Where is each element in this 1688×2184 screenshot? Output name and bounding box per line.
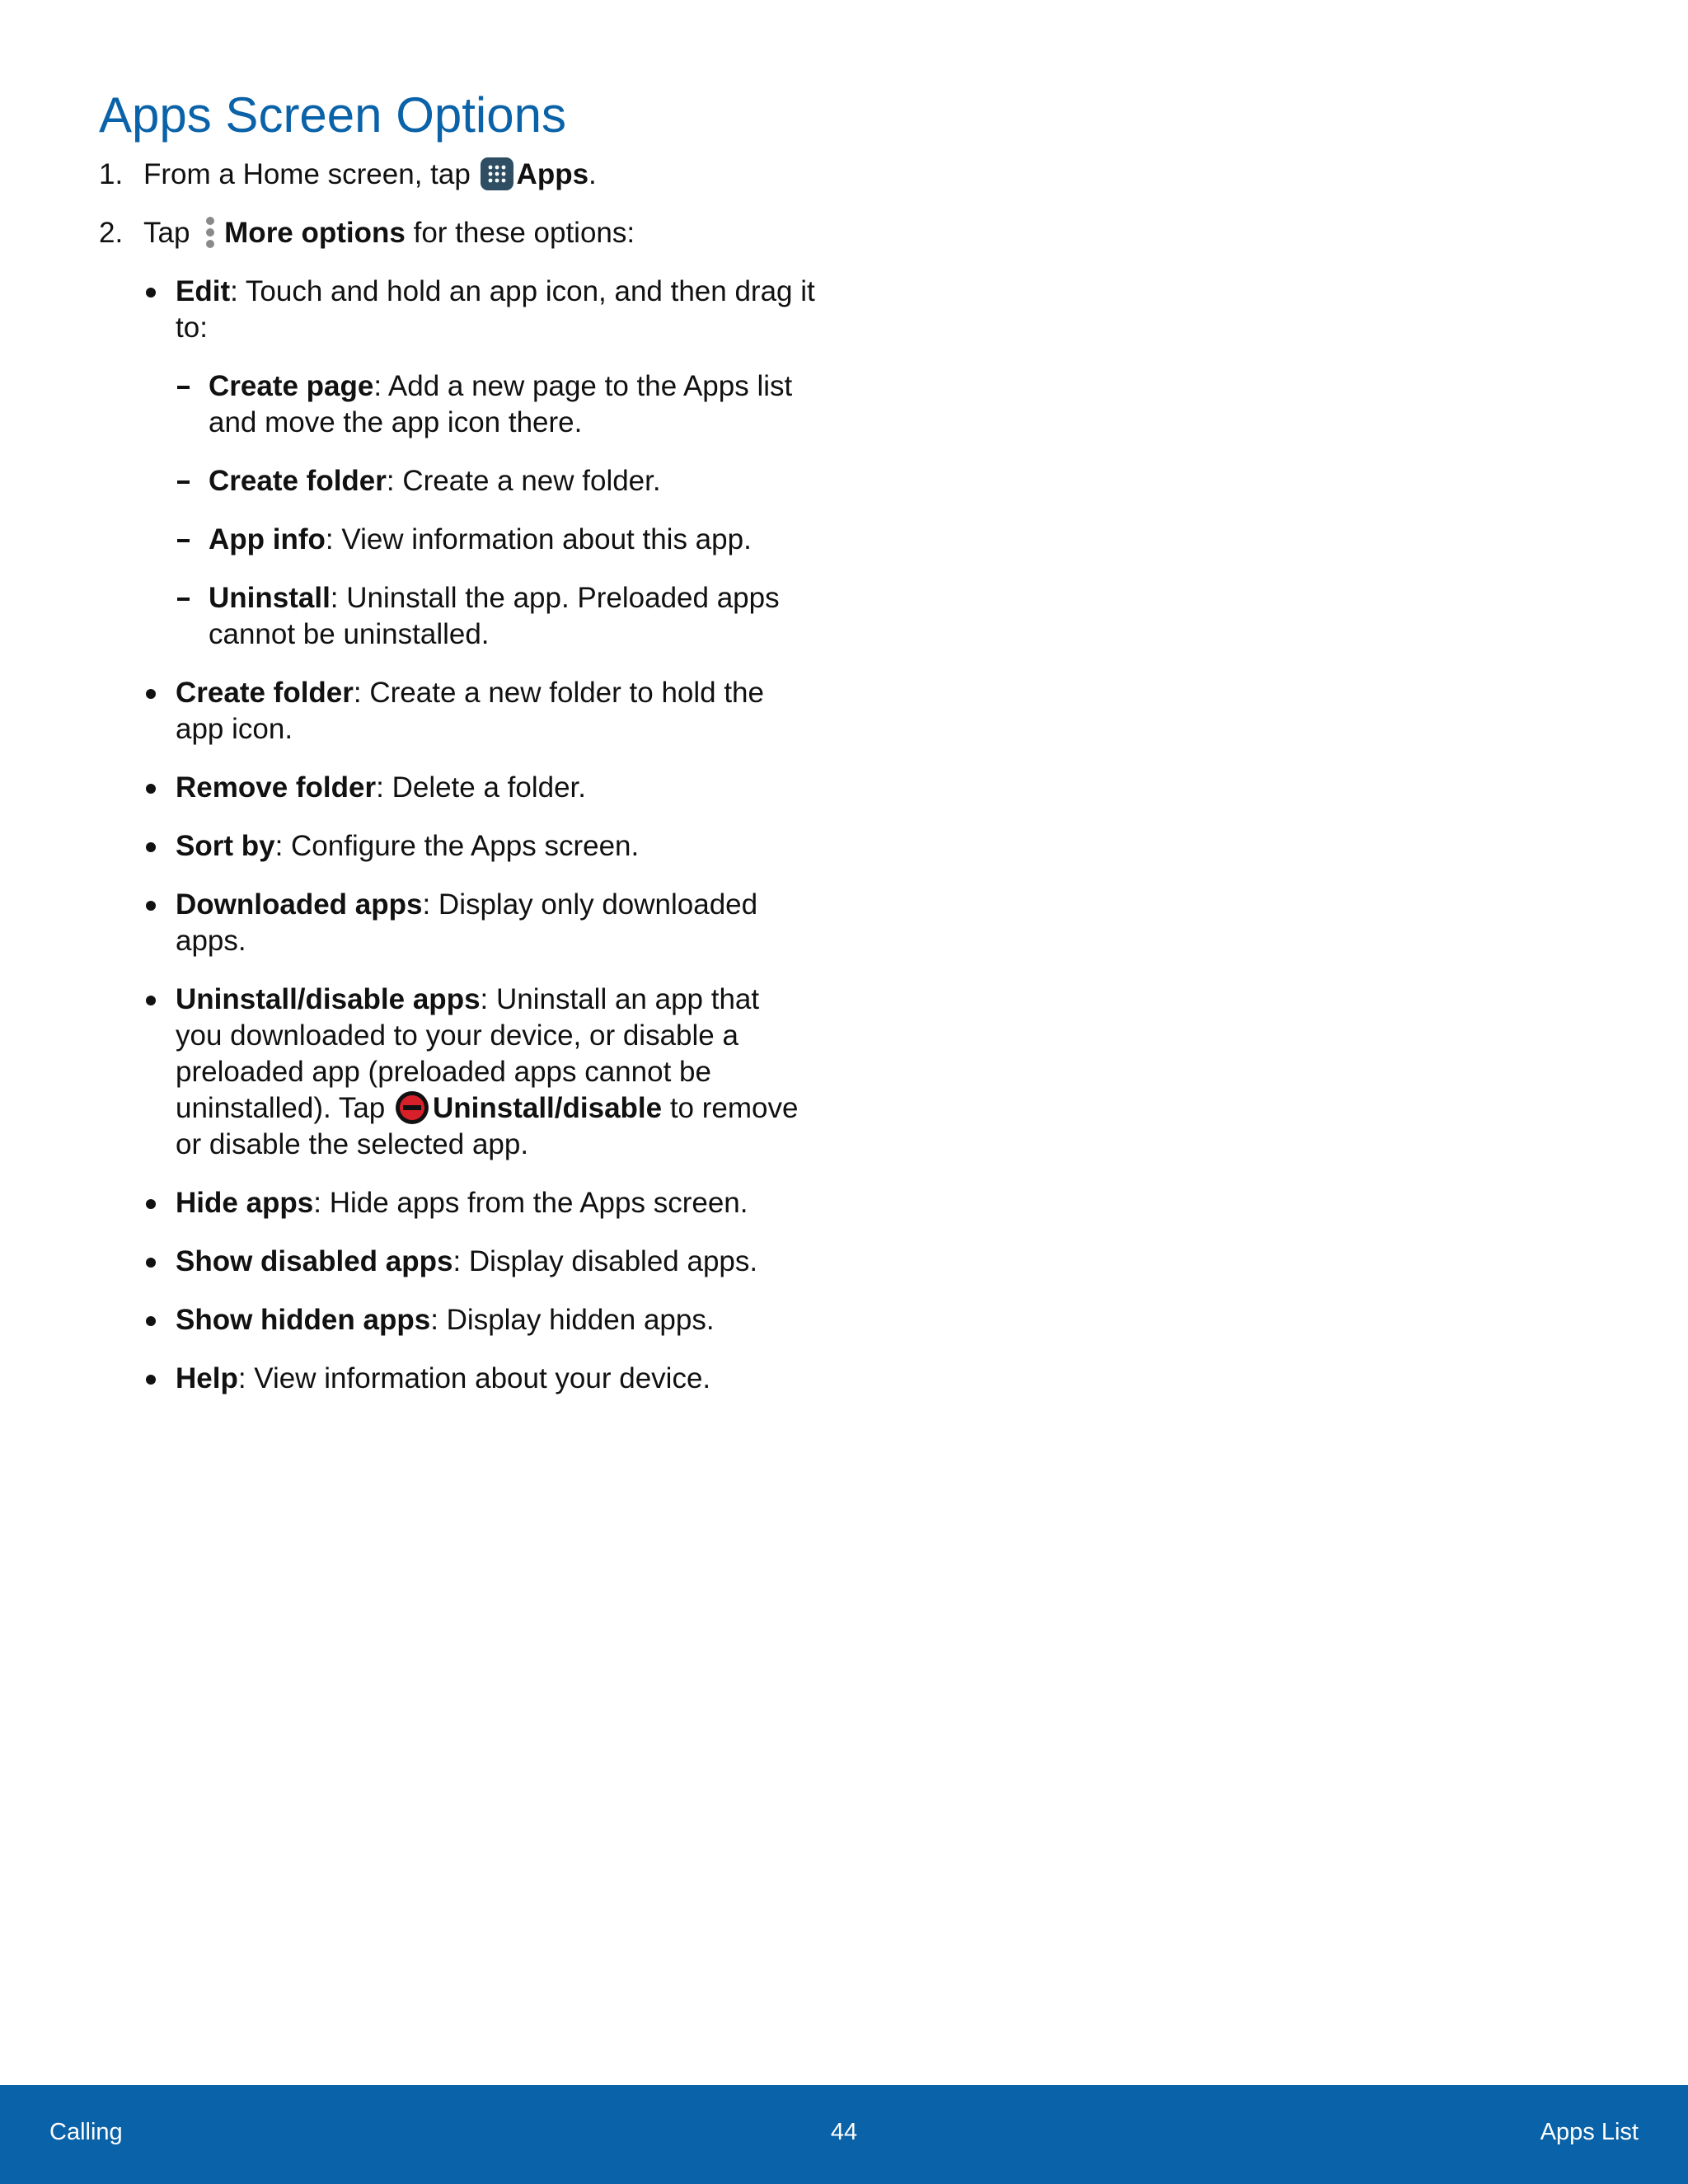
list-item-uninstall-disable-apps: Uninstall/disable apps: Uninstall an app that you downloaded to your device, or disable a preloaded app (preloaded apps cannot be uninstalled). Tap Uninstall/disable to remove or disable the selected app. [176, 982, 802, 1163]
apps-grid-icon [481, 157, 513, 190]
footer-section-calling: Calling [49, 2119, 123, 2145]
step-number: 1. [99, 158, 124, 190]
uninstall-minus-icon [395, 1090, 429, 1125]
page-title: Apps Screen Options [99, 87, 566, 143]
step-number: 2. [99, 217, 124, 249]
list-item-downloaded-apps: Downloaded apps: Display only downloaded apps. [176, 887, 818, 959]
list-item-create-folder: Create folder: Create a new folder to hold the app icon. [176, 675, 818, 748]
sub-item-uninstall: Uninstall: Uninstall the app. Preloaded apps cannot be uninstalled. [209, 580, 818, 653]
page-number: 44 [830, 2119, 858, 2145]
list-item-show-disabled-apps: Show disabled apps: Display disabled apps. [176, 1244, 818, 1280]
sub-item-create-page: Create page: Add a new page to the Apps list and move the app icon there. [209, 368, 818, 441]
list-item-hide-apps: Hide apps: Hide apps from the Apps screen. [176, 1185, 818, 1221]
list-item-remove-folder: Remove folder: Delete a folder. [176, 770, 818, 806]
list-item-edit: Edit: Touch and hold an app icon, and then drag it to: [176, 274, 818, 346]
more-options-icon [204, 216, 216, 249]
list-item-show-hidden-apps: Show hidden apps: Display hidden apps. [176, 1302, 818, 1338]
sub-item-app-info: App info: View information about this app. [209, 522, 818, 558]
footer-section-apps-list: Apps List [1540, 2119, 1639, 2145]
sub-item-create-folder: Create folder: Create a new folder. [209, 463, 818, 499]
list-item-sort-by: Sort by: Configure the Apps screen. [176, 828, 818, 865]
footer-bar [0, 2085, 1688, 2184]
list-item-help: Help: View information about your device. [176, 1361, 818, 1397]
step-2: 2. Tap More options for these options: [99, 215, 635, 251]
step-1: 1. From a Home screen, tap Apps. [99, 157, 597, 193]
